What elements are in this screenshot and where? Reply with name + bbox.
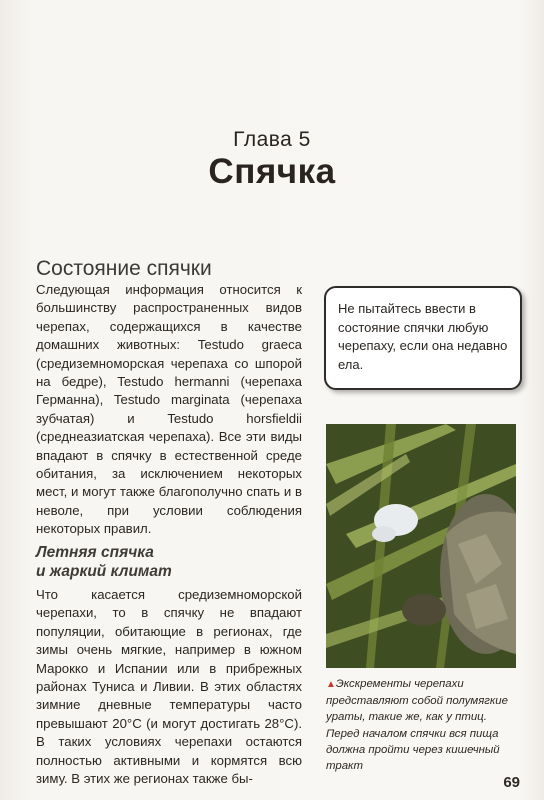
tortoise-photo bbox=[326, 424, 516, 668]
page-number: 69 bbox=[503, 774, 520, 791]
triangle-marker-icon: ▲ bbox=[326, 679, 336, 690]
subsection-paragraph: Что касается средиземноморской черепахи, то в спячку не впадают популяции, обитающие в регионах, где зимы очень мягкие, например в южном Марокко и Испании или в прибрежных районах Туниса и Ливии. В этих областях зимние дневные температуры часто превышают 20°C (и могут достигать 28°C). В таких условиях черепахи остаются полностью активными и кормятся всю зиму. В этих же регионах также бы- bbox=[36, 587, 302, 787]
tortoise-photo-image bbox=[326, 424, 516, 668]
chapter-label: Глава 5 bbox=[233, 128, 311, 151]
subsection-title-line2: и жаркий климат bbox=[36, 563, 172, 580]
section-title: Состояние спячки bbox=[36, 257, 212, 280]
callout-text: Не пытайтесь ввести в состояние спячки любую черепаху, если она недавно ела. bbox=[338, 301, 508, 372]
subsection-title bbox=[36, 543, 172, 581]
chapter-title: Спячка bbox=[208, 152, 336, 191]
photo-caption bbox=[326, 676, 520, 774]
subsection-title-line1: Летняя спячка bbox=[36, 544, 154, 561]
callout-box bbox=[324, 286, 522, 390]
intro-paragraph: Следующая информация относится к большинству распространенных видов черепах, содержащихся в качестве домашних животных: Testudo graeca (средиземноморская черепаха со шпорой на бедре), Testudo hermanni (черепаха Германна), Testudo marginata (черепаха зубчатая) и Testudo horsfieldii (среднеазиатская черепаха). Все эти виды впадают в спячку в естественной среде обитания, за исключением некоторых мест, и могут также благополучно спать и в неволе, при условии соблюдения некоторых правил. bbox=[36, 282, 302, 537]
caption-text: Экскременты черепахи представляют собой полумягкие ураты, такие же, как у птиц. Перед началом спячки вся пища должна пройти через кишечный тракт bbox=[326, 678, 508, 773]
